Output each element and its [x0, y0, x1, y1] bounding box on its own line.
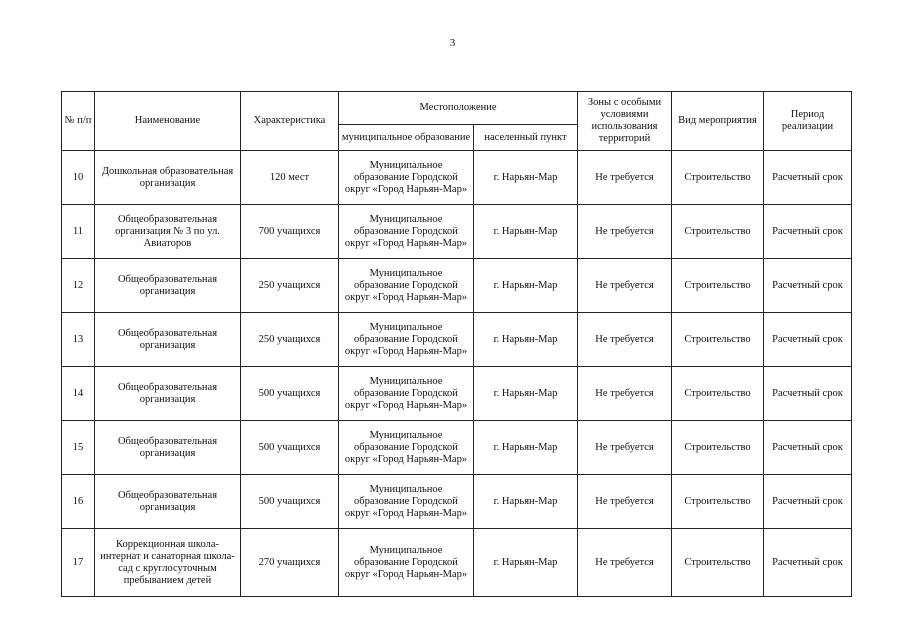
period-cell: Расчетный срок [764, 259, 852, 313]
facility-name: Общеобразовательная организация [95, 421, 241, 475]
row-number: 14 [62, 367, 95, 421]
header-settlement: населенный пункт [474, 125, 578, 151]
facility-characteristic: 500 учащихся [241, 475, 339, 529]
activity-cell: Строительство [672, 475, 764, 529]
facility-name: Общеобразовательная организация [95, 367, 241, 421]
zones-cell: Не требуется [578, 421, 672, 475]
activity-cell: Строительство [672, 367, 764, 421]
table-row [62, 259, 852, 313]
facility-characteristic: 250 учащихся [241, 313, 339, 367]
header-num: № п/п [62, 92, 95, 151]
row-number: 12 [62, 259, 95, 313]
municipality-cell: Муниципальное образование Городской округ «Город Нарьян-Мар» [339, 151, 474, 205]
facility-name: Общеобразовательная организация [95, 259, 241, 313]
municipality-cell: Муниципальное образование Городской округ «Город Нарьян-Мар» [339, 421, 474, 475]
settlement-cell: г. Нарьян-Мар [474, 313, 578, 367]
table-row [62, 529, 852, 597]
table-row [62, 205, 852, 259]
facility-name: Общеобразовательная организация [95, 313, 241, 367]
page-number: 3 [449, 37, 456, 49]
settlement-cell: г. Нарьян-Мар [474, 529, 578, 597]
municipality-cell: Муниципальное образование Городской округ «Город Нарьян-Мар» [339, 367, 474, 421]
municipality-cell: Муниципальное образование Городской округ «Город Нарьян-Мар» [339, 313, 474, 367]
header-period: Период реализации [764, 92, 852, 151]
facility-characteristic: 500 учащихся [241, 421, 339, 475]
activity-cell: Строительство [672, 259, 764, 313]
period-cell: Расчетный срок [764, 313, 852, 367]
row-number: 13 [62, 313, 95, 367]
header-activity: Вид мероприятия [672, 92, 764, 151]
period-cell: Расчетный срок [764, 151, 852, 205]
activity-cell: Строительство [672, 151, 764, 205]
row-number: 16 [62, 475, 95, 529]
facility-characteristic: 120 мест [241, 151, 339, 205]
settlement-cell: г. Нарьян-Мар [474, 475, 578, 529]
header-municipality: муниципальное образование [339, 125, 474, 151]
table-row [62, 475, 852, 529]
settlement-cell: г. Нарьян-Мар [474, 367, 578, 421]
zones-cell: Не требуется [578, 529, 672, 597]
row-number: 17 [62, 529, 95, 597]
table-row [62, 151, 852, 205]
row-number: 11 [62, 205, 95, 259]
period-cell: Расчетный срок [764, 421, 852, 475]
municipality-cell: Муниципальное образование Городской округ «Город Нарьян-Мар» [339, 205, 474, 259]
settlement-cell: г. Нарьян-Мар [474, 205, 578, 259]
municipality-cell: Муниципальное образование Городской округ «Город Нарьян-Мар» [339, 259, 474, 313]
settlement-cell: г. Нарьян-Мар [474, 259, 578, 313]
facility-characteristic: 270 учащихся [241, 529, 339, 597]
facility-name: Общеобразовательная организация № 3 по ул. Авиаторов [95, 205, 241, 259]
zones-cell: Не требуется [578, 151, 672, 205]
period-cell: Расчетный срок [764, 475, 852, 529]
zones-cell: Не требуется [578, 367, 672, 421]
planned-facilities-table [61, 91, 852, 597]
period-cell: Расчетный срок [764, 529, 852, 597]
settlement-cell: г. Нарьян-Мар [474, 421, 578, 475]
facility-name: Дошкольная образовательная организация [95, 151, 241, 205]
zones-cell: Не требуется [578, 259, 672, 313]
activity-cell: Строительство [672, 205, 764, 259]
row-number: 15 [62, 421, 95, 475]
facility-characteristic: 700 учащихся [241, 205, 339, 259]
row-number: 10 [62, 151, 95, 205]
activity-cell: Строительство [672, 529, 764, 597]
facility-characteristic: 500 учащихся [241, 367, 339, 421]
facility-name: Общеобразовательная организация [95, 475, 241, 529]
zones-cell: Не требуется [578, 313, 672, 367]
settlement-cell: г. Нарьян-Мар [474, 151, 578, 205]
zones-cell: Не требуется [578, 475, 672, 529]
municipality-cell: Муниципальное образование Городской округ «Город Нарьян-Мар» [339, 529, 474, 597]
period-cell: Расчетный срок [764, 205, 852, 259]
table-row [62, 421, 852, 475]
period-cell: Расчетный срок [764, 367, 852, 421]
header-location: Местоположение [339, 92, 578, 125]
activity-cell: Строительство [672, 421, 764, 475]
facility-name: Коррекционная школа-интернат и санаторная школа-сад с круглосуточным пребыванием детей [95, 529, 241, 597]
zones-cell: Не требуется [578, 205, 672, 259]
activity-cell: Строительство [672, 313, 764, 367]
table-row [62, 313, 852, 367]
facility-characteristic: 250 учащихся [241, 259, 339, 313]
header-characteristic: Характеристика [241, 92, 339, 151]
header-zones: Зоны с особыми условиями использования территорий [578, 92, 672, 151]
header-name: Наименование [95, 92, 241, 151]
municipality-cell: Муниципальное образование Городской округ «Город Нарьян-Мар» [339, 475, 474, 529]
table-row [62, 367, 852, 421]
